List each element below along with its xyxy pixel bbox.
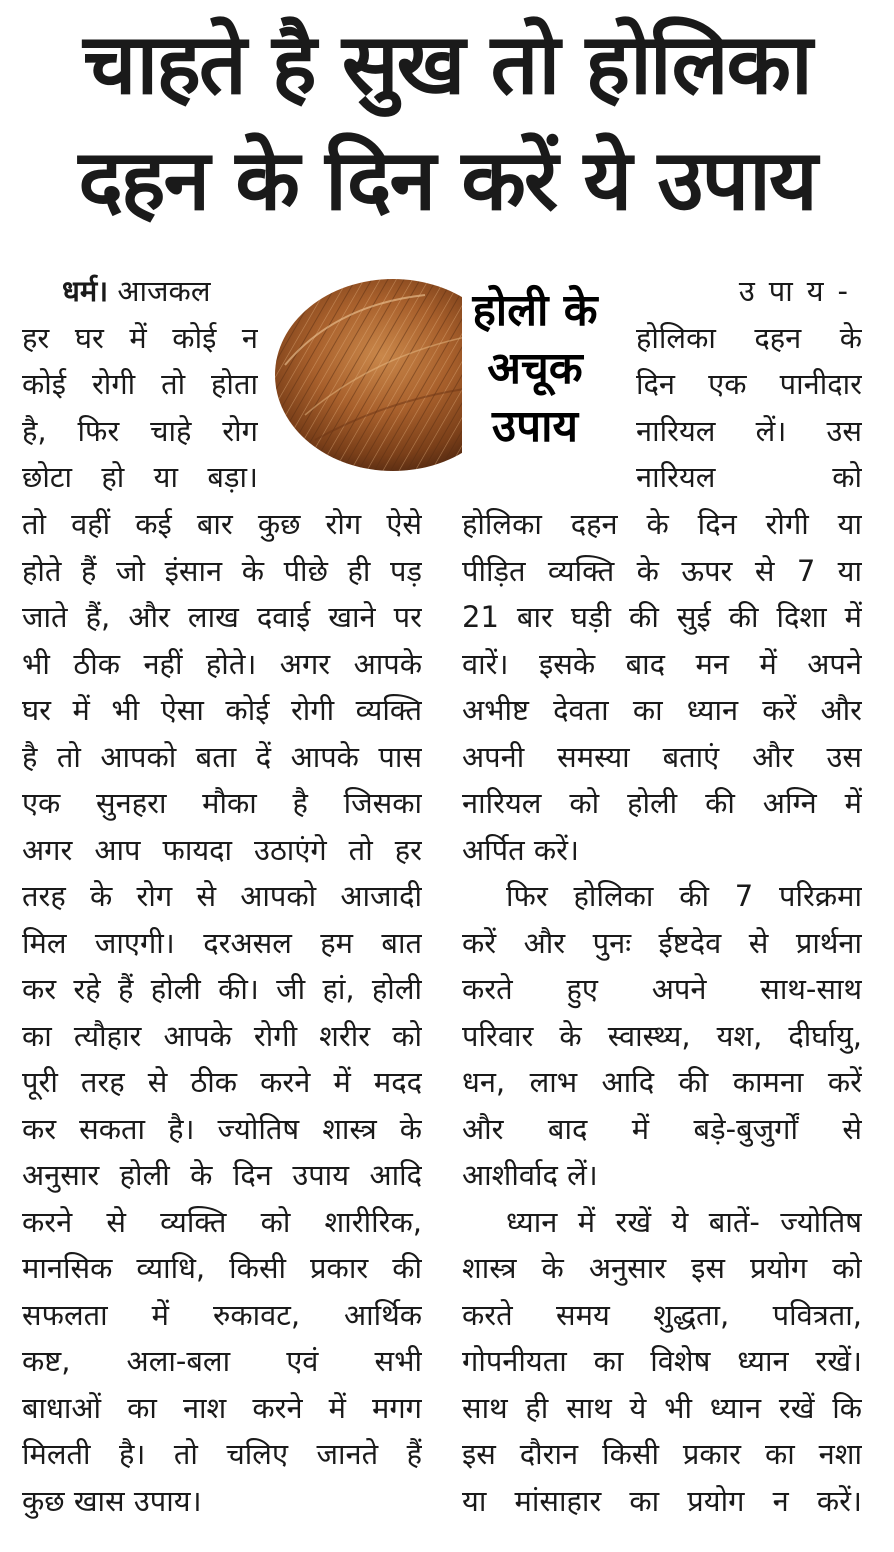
right-body-line: करते हुए अपने साथ-साथ (462, 972, 862, 1006)
headline-line-2: दहन के दिन करें ये उपाय (78, 131, 816, 229)
left-intro-line-1: आजकल (117, 274, 211, 308)
figure-caption-line-3: उपाय (491, 401, 579, 452)
right-body-line: और बाद में बड़े-बुजुर्गों से (462, 1111, 862, 1146)
left-body-line: मिल जाएगी। दरअसल हम बात (22, 925, 422, 960)
left-body-line: मानसिक व्याधि, किसी प्रकार की (22, 1251, 422, 1285)
right-body-line: अपनी समस्या बताएं और उस (462, 739, 862, 774)
right-body-line: 21 बार घड़ी की सुई की दिशा में (462, 600, 862, 634)
left-intro-line-2: हर घर में कोई न (22, 320, 258, 355)
right-body-line: धन, लाभ आदि की कामना करें (462, 1065, 862, 1099)
right-intro-line-2: होलिका दहन के (636, 320, 862, 355)
left-body-line: होते हैं जो इंसान के पीछे ही पड़ (22, 553, 422, 588)
left-body-line: कष्ट, अला-बला एवं सभी (22, 1344, 422, 1378)
right-body (462, 501, 862, 1524)
right-intro-line-4: नारियल लें। उस (636, 413, 862, 448)
right-body-line: पीड़ित व्यक्ति के ऊपर से 7 या (462, 553, 862, 588)
right-body-line: आशीर्वाद लें। (462, 1158, 598, 1192)
figure-caption (462, 282, 608, 462)
right-intro-line-5: नारियल को (636, 460, 862, 494)
left-body-line: बाधाओं का नाश करने में मगग (22, 1390, 422, 1425)
headline-line-1: चाहते है सुख तो होलिका (83, 15, 811, 113)
right-intro (636, 268, 862, 501)
right-body-line: साथ ही साथ ये भी ध्यान रखें कि (462, 1390, 862, 1425)
figure-caption-line-1: होली के (472, 285, 598, 336)
right-body-line: करें और पुनः ईष्टदेव से प्रार्थना (462, 925, 862, 960)
right-body-line: होलिका दहन के दिन रोगी या (462, 507, 862, 541)
right-body-line: गोपनीयता का विशेष ध्यान रखें। (462, 1344, 862, 1378)
left-body-line: है तो आपको बता दें आपके पास (22, 739, 422, 774)
left-body-line: का त्यौहार आपके रोगी शरीर को (22, 1018, 422, 1053)
left-intro-line-5: छोटा हो या बड़ा। (22, 460, 258, 494)
right-body-line: अभीष्ट देवता का ध्यान करें और (462, 693, 862, 727)
left-body-line: अगर आप फायदा उठाएंगे तो हर (22, 832, 422, 867)
right-body-line: अर्पित करें। (462, 832, 580, 867)
left-body-line: कुछ खास उपाय। (22, 1483, 202, 1518)
left-body-line: तो वहीं कई बार कुछ रोग ऐसे (22, 507, 422, 541)
right-intro-line-1: उपाय- (738, 274, 862, 308)
section-tag: धर्म। (62, 274, 109, 308)
left-body-line: सफलता में रुकावट, आर्थिक (22, 1297, 422, 1332)
right-body-line: परिवार के स्वास्थ्य, यश, दीर्घायु, (462, 1018, 862, 1053)
left-body-line: कर रहे हैं होली की। जी हां, होली (22, 972, 422, 1006)
right-body-line: ध्यान में रखें ये बातें- ज्योतिष (506, 1204, 862, 1239)
left-body-line: पूरी तरह से ठीक करने में मदद (22, 1065, 422, 1099)
left-body-line: घर में भी ऐसा कोई रोगी व्यक्ति (22, 693, 422, 727)
left-body (22, 501, 422, 1524)
figure-caption-line-2: अचूक (487, 343, 583, 394)
left-intro (22, 268, 258, 501)
right-intro-line-3: दिन एक पानीदार (636, 367, 862, 401)
right-body-line: करते समय शुद्धता, पवित्रता, (462, 1297, 862, 1332)
left-body-line: तरह के रोग से आपको आजादी (22, 879, 422, 913)
right-body-line: इस दौरान किसी प्रकार का नशा (462, 1437, 862, 1471)
left-body-line: एक सुनहरा मौका है जिसका (22, 786, 422, 820)
left-body-line: करने से व्यक्ति को शारीरिक, (22, 1204, 422, 1239)
left-body-line: भी ठीक नहीं होते। अगर आपके (22, 646, 422, 681)
right-body-line: या मांसाहार का प्रयोग न करें। (462, 1483, 862, 1518)
left-body-line: मिलती है। तो चलिए जानते हैं (22, 1437, 422, 1471)
right-body-line: वारें। इसके बाद मन में अपने (462, 646, 862, 681)
left-body-line: अनुसार होली के दिन उपाय आदि (22, 1158, 422, 1192)
left-intro-line-4: है, फिर चाहे रोग (22, 413, 258, 448)
right-body-line: नारियल को होली की अग्नि में (462, 786, 862, 820)
left-intro-line-3: कोई रोगी तो होता (22, 367, 258, 401)
right-body-line: शास्त्र के अनुसार इस प्रयोग को (462, 1251, 862, 1285)
left-body-line: कर सकता है। ज्योतिष शास्त्र के (22, 1111, 422, 1146)
right-body-line: फिर होलिका की 7 परिक्रमा (506, 879, 862, 913)
left-body-line: जाते हैं, और लाख दवाई खाने पर (22, 600, 422, 634)
